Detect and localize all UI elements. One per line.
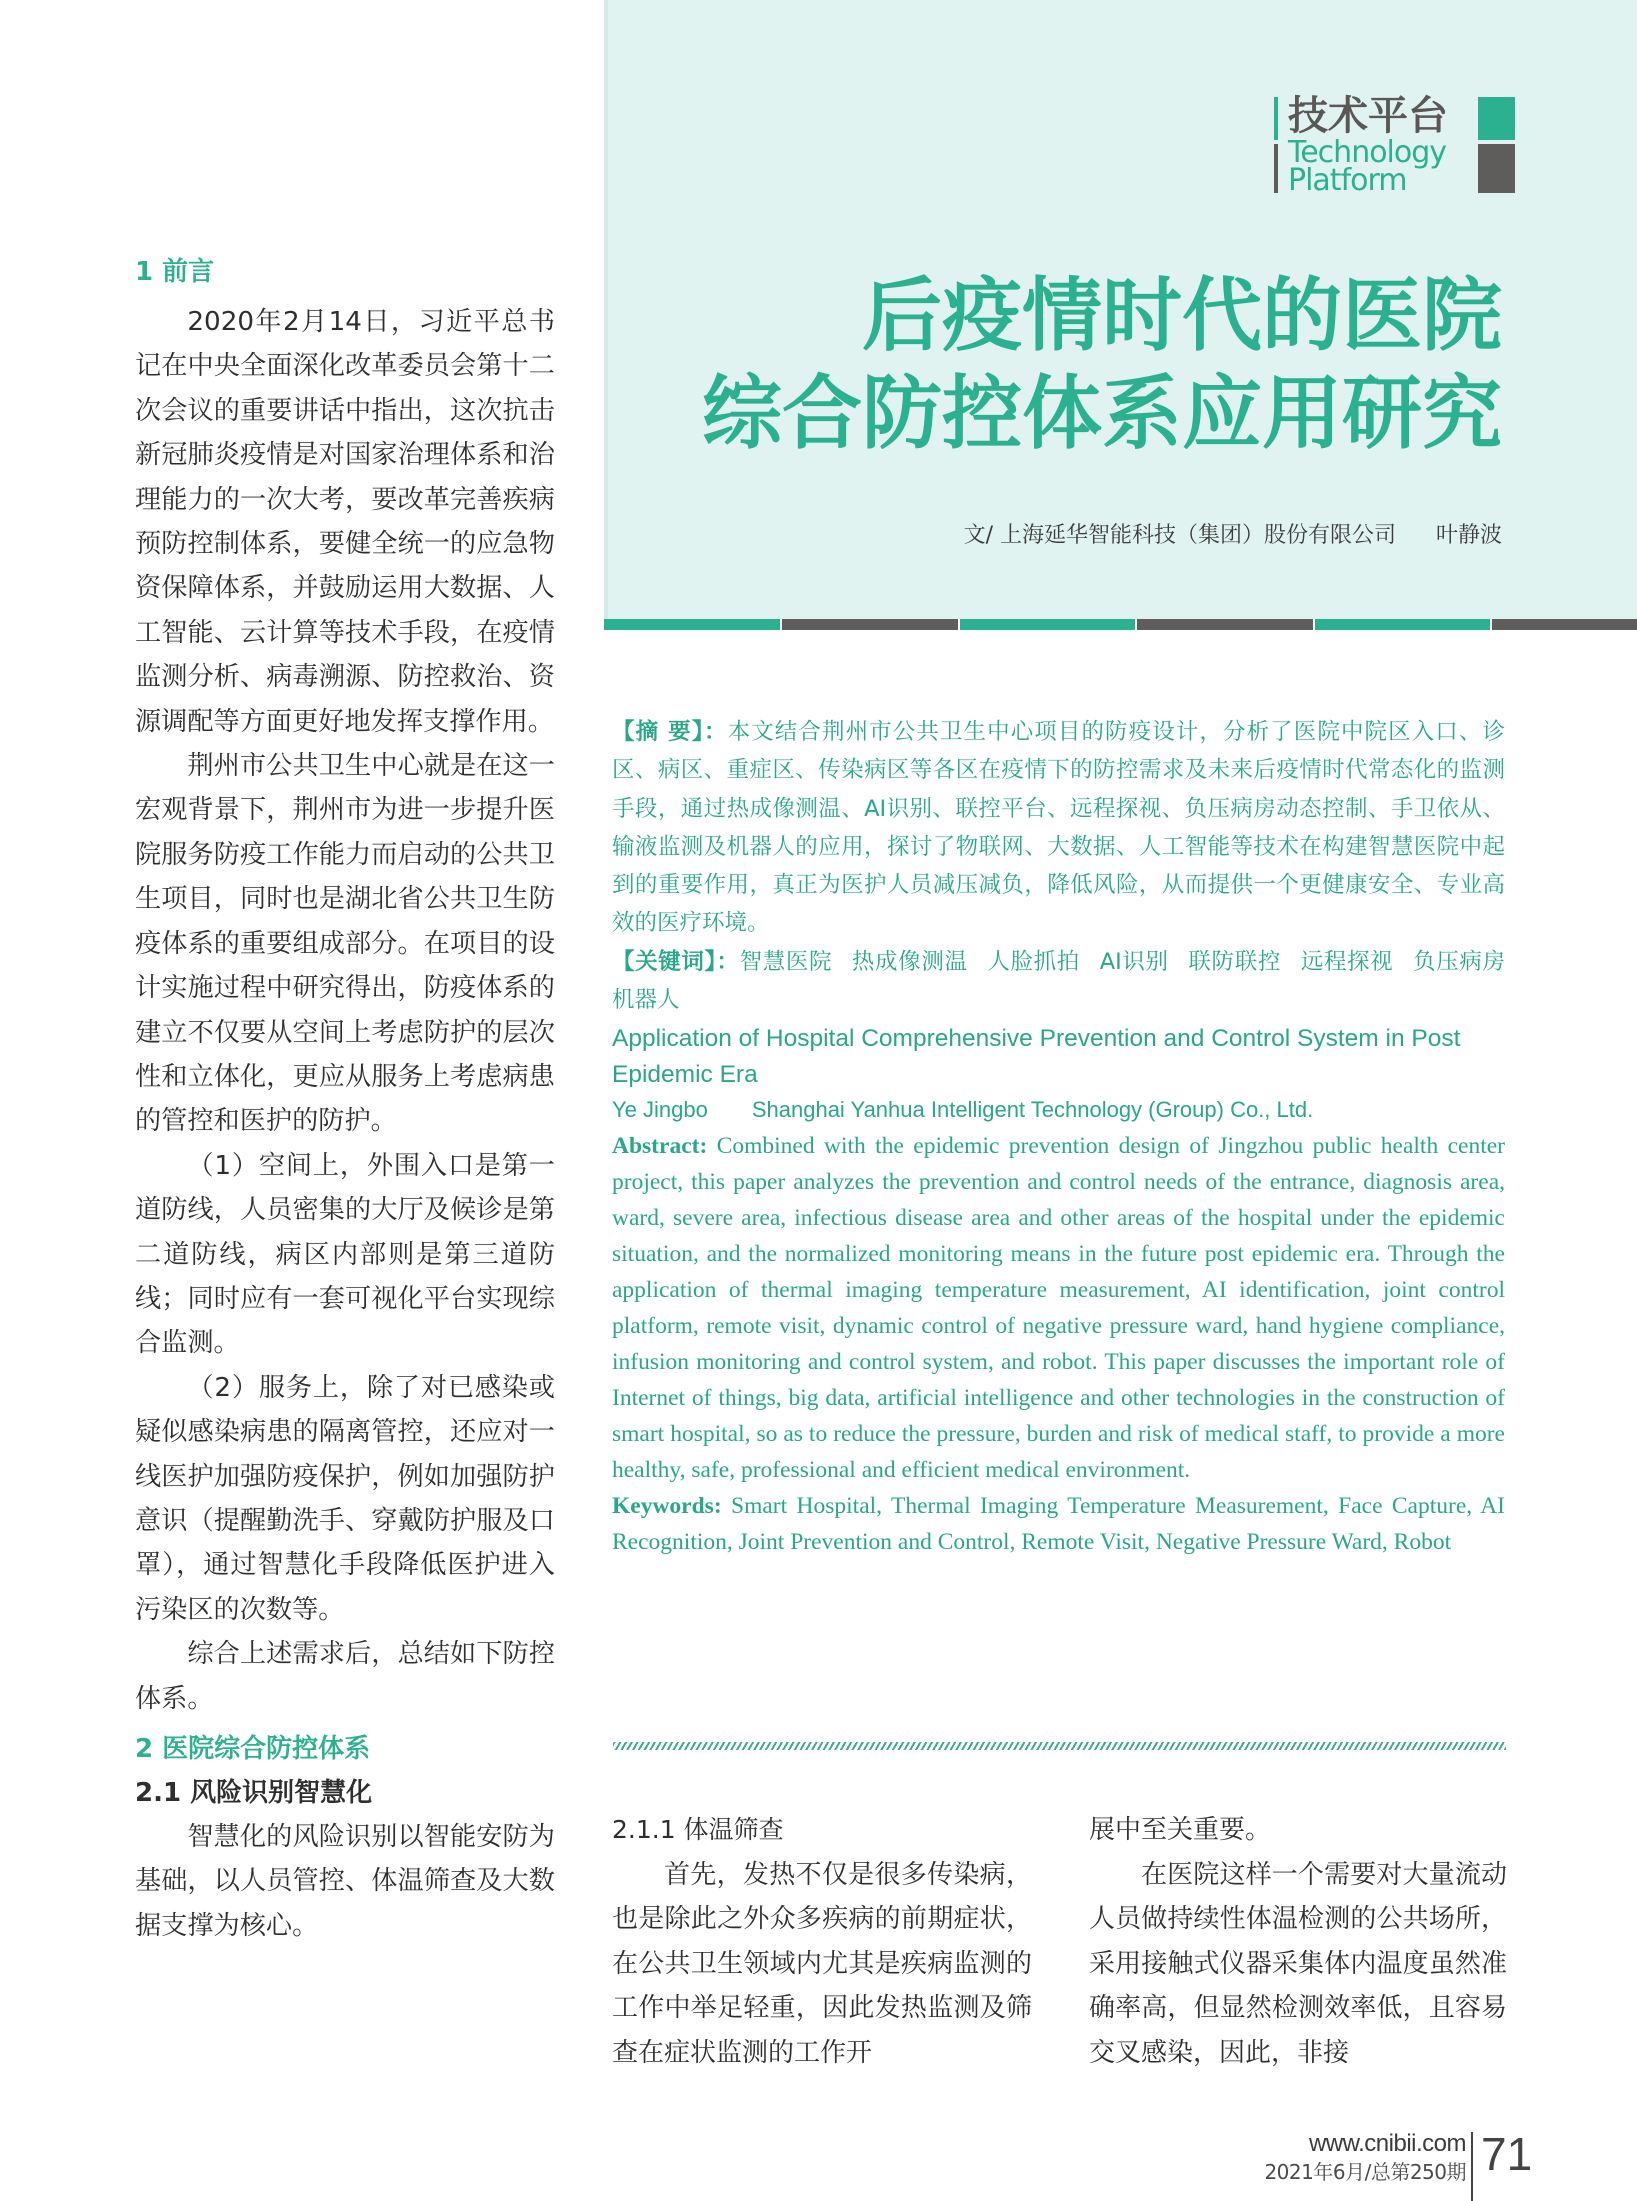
divider-segment-green bbox=[1315, 619, 1490, 630]
section-logo bbox=[1274, 93, 1514, 198]
abstract-block bbox=[612, 713, 1505, 1560]
logo-square-green bbox=[1478, 97, 1515, 140]
logo-en-line2: Platform bbox=[1288, 163, 1407, 198]
english-keywords-label: Keywords: bbox=[612, 1492, 722, 1519]
abstract-cn-text: 本文结合荆州市公共卫生中心项目的防疫设计，分析了医院中院区入口、诊区、病区、重症区、传染病区等各区在疫情下的防控需求及未来后疫情时代常态化的监测手段，通过热成像测温、AI识别、联控平台、远程探视、负压病房动态控制、手卫依从、输液监测及机器人的应用，探讨了物联网、大数据、人工智能等技术在构建智慧医院中起到的重要作用，真正为医护人员减压减负，降低风险，从而提供一个更健康安全、专业高效的医疗环境。 bbox=[612, 719, 1505, 937]
body-paragraph: （1）空间上，外围入口是第一道防线，人员密集的大厅及候诊是第二道防线，病区内部则是第三道防线；同时应有一套可视化平台实现综合监测。 bbox=[135, 1150, 555, 1359]
header-divider-bar bbox=[604, 619, 1637, 630]
article-title-line2: 综合防控体系应用研究 bbox=[702, 367, 1502, 460]
divider-segment-green bbox=[604, 619, 780, 630]
body-paragraph: 荆州市公共卫生中心就是在这一宏观背景下，荆州市为进一步提升医院服务防疫工作能力而启动的公共卫生项目，同时也是湖北省公共卫生防疫体系的重要组成部分。在项目的设计实施过程中研究得出，防疫体系的建立不仅要从空间上考虑防护的层次性和立体化，更应从服务上考虑病患的管控和医护的防护。 bbox=[135, 751, 555, 1137]
body-paragraph: 首先，发热不仅是很多传染病，也是除此之外众多疾病的前期症状，在公共卫生领域内尤其是疾病监测的工作中举足轻重，因此发热监测及筛查在症状监测的工作开 bbox=[612, 1859, 1032, 2068]
keywords-cn-text: 智慧医院 热成像测温 人脸抓拍 AI识别 联防联控 远程探视 负压病房 机器人 bbox=[612, 948, 1505, 1014]
divider-segment-gray bbox=[1492, 619, 1637, 630]
byline bbox=[964, 518, 1502, 549]
body-paragraph: 综合上述需求后，总结如下防控体系。 bbox=[135, 1639, 555, 1714]
byline-org: 文/ 上海延华智能科技（集团）股份有限公司 bbox=[963, 523, 1396, 548]
english-author: Ye Jingbo bbox=[612, 1097, 708, 1123]
abstract-cn bbox=[612, 713, 1505, 943]
footer-divider bbox=[1471, 2132, 1473, 2201]
subsection-heading-2-1: 2.1 风险识别智慧化 bbox=[135, 1778, 373, 1808]
body-paragraph: 智慧化的风险识别以智能安防为基础，以人员管控、体温筛查及大数据支撑为核心。 bbox=[135, 1822, 555, 1941]
byline-author: 叶静波 bbox=[1435, 523, 1502, 548]
keywords-cn bbox=[612, 943, 1505, 1020]
english-keywords bbox=[612, 1488, 1505, 1560]
footer-issue: 2021年6月/总第250期 bbox=[1264, 2160, 1466, 2184]
logo-cn-text: 技术平台 bbox=[1288, 93, 1448, 139]
logo-en-line1: Technology bbox=[1288, 135, 1447, 170]
body-paragraph-continued: 展中至关重要。 bbox=[1089, 1815, 1272, 1845]
page-number: 71 bbox=[1481, 2128, 1533, 2180]
english-org: Shanghai Yanhua Intelligent Technology (Group) Co., Ltd. bbox=[751, 1097, 1314, 1123]
logo-accent-bar bbox=[1274, 97, 1278, 140]
footer-url: www.cnibii.com bbox=[1308, 2130, 1466, 2157]
keywords-cn-label: 【关键词】： bbox=[612, 948, 740, 975]
logo-accent-bar bbox=[1274, 144, 1278, 193]
abstract-cn-label: 【摘 要】： bbox=[612, 719, 728, 745]
english-title: Application of Hospital Comprehensive Prevention and Control System in Post Epidemic Era bbox=[612, 1025, 1461, 1088]
middle-column bbox=[612, 1808, 1032, 2076]
body-paragraph: （2）服务上，除了对已感染或疑似感染病患的隔离管控，还应对一线医护加强防疫保护，例如加强防护意识（提醒勤洗手、穿戴防护服及口罩），通过智慧化手段降低医护进入污染区的次数等。 bbox=[135, 1372, 555, 1625]
divider-segment-gray bbox=[782, 619, 958, 630]
body-paragraph: 在医院这样一个需要对大量流动人员做持续性体温检测的公共场所，采用接触式仪器采集体内温度虽然准确率高，但显然检测效率低，且容易交叉感染，因此，非接 bbox=[1089, 1859, 1507, 2068]
english-keywords-text: Smart Hospital, Thermal Imaging Temperature Measurement, Face Capture, AI Recognition, Joint Prevention and Control, Remote Visit, Negative Pressure Ward, Robot bbox=[612, 1492, 1506, 1555]
left-column bbox=[135, 250, 555, 1948]
english-abstract-label: Abstract: bbox=[612, 1132, 708, 1159]
subsection-heading-2-1-1: 2.1.1 体温筛查 bbox=[612, 1815, 784, 1844]
english-author-line bbox=[612, 1092, 1505, 1128]
section-heading-2: 2 医院综合防控体系 bbox=[135, 1734, 371, 1764]
body-paragraph: 2020年2月14日，习近平总书记在中央全面深化改革委员会第十二次会议的重要讲话中指出，这次抗击新冠肺炎疫情是对国家治理体系和治理能力的一次大考，要改革完善疾病预防控制体系，要健全统一的应急物资保障体系，并鼓励运用大数据、人工智能、云计算等技术手段，在疫情监测分析、病毒溯源、防控救治、资源调配等方面更好地发挥支撑作用。 bbox=[135, 307, 555, 737]
section-heading-1: 1 前言 bbox=[135, 257, 215, 287]
right-column bbox=[1089, 1808, 1507, 2076]
page-footer bbox=[1250, 2130, 1550, 2201]
divider-segment-gray bbox=[1137, 619, 1313, 630]
logo-square-gray bbox=[1478, 144, 1515, 193]
english-abstract bbox=[612, 1128, 1505, 1488]
english-abstract-text: Combined with the epidemic prevention design of Jingzhou public health center project, this paper analyzes the prevention and control needs of the entrance, diagnosis area, ward, severe area, infectious disease area and other areas of the hospital under the epidemic situation, and the normalized monitoring means in the future post epidemic era. Through the application of thermal imaging temperature measurement, AI identification, joint control platform, remote visit, dynamic control of negative pressure ward, hand hygiene compliance, infusion monitoring and control system, and robot. This paper discusses the important role of Internet of things, big data, artificial intelligence and other technologies in the construction of smart hospital, so as to reduce the pressure, burden and risk of medical staff, to provide a more healthy, safe, professional and efficient medical environment. bbox=[612, 1132, 1505, 1483]
divider-segment-green bbox=[960, 619, 1135, 630]
hatched-divider bbox=[613, 1742, 1506, 1750]
article-title-line1: 后疫情时代的医院 bbox=[862, 269, 1502, 362]
